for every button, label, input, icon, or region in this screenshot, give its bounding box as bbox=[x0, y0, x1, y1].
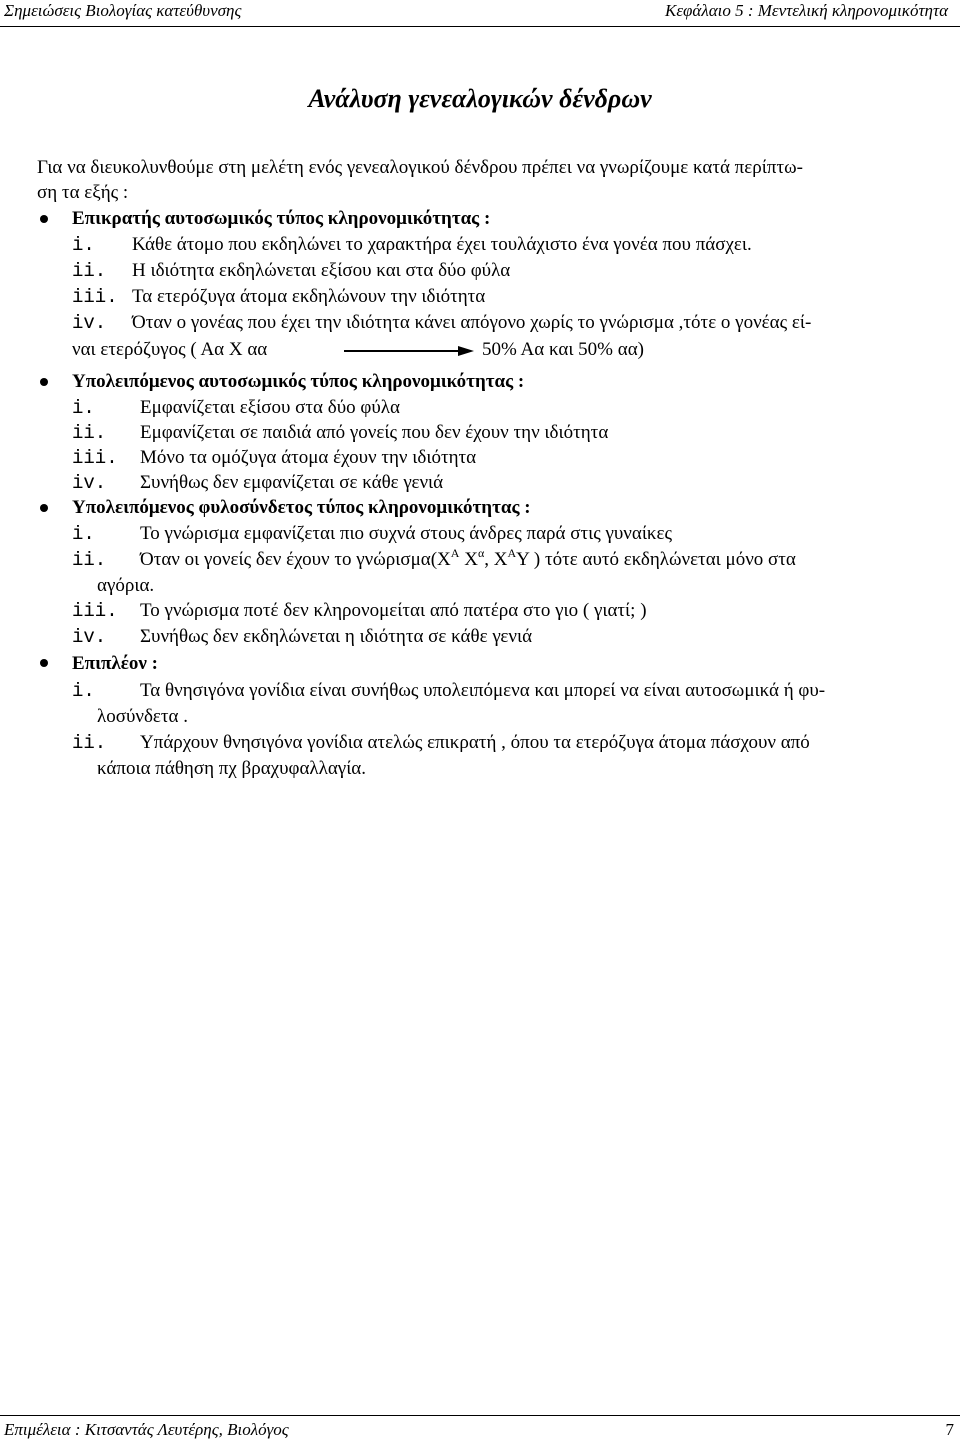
cross-result-text: 50% Αα και 50% αα) bbox=[482, 339, 644, 360]
list-item bbox=[72, 548, 796, 572]
item-continuation: κάποια πάθηση πχ βραχυφαλλαγία. bbox=[97, 758, 367, 779]
list-item bbox=[72, 471, 443, 495]
item-text-part: Χ bbox=[459, 549, 478, 570]
item-text: Συνήθως δεν εμφανίζεται σε κάθε γενιά bbox=[140, 472, 444, 493]
item-number: iii. bbox=[72, 286, 118, 308]
page-number: 7 bbox=[945, 1420, 954, 1439]
section-heading-dominant-autosomal: Επικρατής αυτοσωμικός τύπος κληρονομικότητας : bbox=[72, 208, 491, 229]
item-text: Το γνώρισμα ποτέ δεν κληρονομείται από πατέρα στο γιο ( γιατί; ) bbox=[140, 600, 647, 621]
list-item bbox=[72, 679, 825, 703]
footer-rule bbox=[0, 1415, 960, 1416]
item-number: i. bbox=[72, 397, 95, 419]
item-number: ii. bbox=[72, 422, 107, 444]
item-text: Μόνο τα ομόζυγα άτομα έχουν την ιδιότητα bbox=[140, 447, 477, 468]
footer-author: Επιμέλεια : Κιτσαντάς Λευτέρης, Βιολόγος bbox=[4, 1420, 289, 1439]
intro-line-1: Για να διευκολυνθούμε στη μελέτη ενός γενεαλογικού δένδρου πρέπει να γνωρίζουμε κατά περίπτω- bbox=[37, 157, 803, 178]
section-heading-recessive-sex-linked: Υπολειπόμενος φυλοσύνδετος τύπος κληρονομικότητας : bbox=[72, 497, 531, 518]
list-item bbox=[72, 599, 647, 623]
superscript-allele: Α bbox=[450, 546, 460, 560]
item-number: i. bbox=[72, 234, 95, 256]
bullet-icon bbox=[40, 504, 48, 512]
item-text: Κάθε άτομο που εκδηλώνει το χαρακτήρα έχει τουλάχιστο ένα γονέα που πάσχει. bbox=[132, 234, 752, 255]
item-text: Εμφανίζεται εξίσου στα δύο φύλα bbox=[140, 397, 400, 418]
list-item bbox=[72, 259, 510, 283]
item-number: i. bbox=[72, 523, 95, 545]
section-heading-recessive-autosomal: Υπολειπόμενος αυτοσωμικός τύπος κληρονομικότητας : bbox=[72, 371, 525, 392]
item-text: Όταν ο γονέας που έχει την ιδιότητα κάνει απόγονο χωρίς το γνώρισμα ,τότε ο γονέας εί- bbox=[132, 312, 812, 333]
section-heading-additionally: Επιπλέον : bbox=[72, 653, 158, 674]
item-text: Εμφανίζεται σε παιδιά από γονείς που δεν έχουν την ιδιότητα bbox=[140, 422, 609, 443]
header-left-text: Σημειώσεις Βιολογίας κατεύθυνσης bbox=[4, 1, 242, 20]
item-text: Το γνώρισμα εμφανίζεται πιο συχνά στους άνδρες παρά στις γυναίκες bbox=[140, 523, 673, 544]
item-text bbox=[140, 546, 796, 570]
list-item bbox=[72, 396, 400, 420]
item-number: iv. bbox=[72, 472, 107, 494]
header-right-text: Κεφάλαιο 5 : Μεντελική κληρονομικότητα bbox=[664, 1, 948, 20]
list-item bbox=[72, 731, 810, 755]
item-text-part: , Χ bbox=[484, 549, 508, 570]
item-text-part: Όταν οι γονείς δεν έχουν το γνώρισμα(Χ bbox=[140, 549, 451, 570]
item-text: Η ιδιότητα εκδηλώνεται εξίσου και στα δύο φύλα bbox=[132, 260, 511, 281]
item-number: ii. bbox=[72, 549, 107, 571]
item-continuation: αγόρια. bbox=[97, 575, 155, 596]
page-footer bbox=[0, 1415, 960, 1442]
page-header bbox=[0, 0, 960, 26]
header-rule bbox=[0, 26, 960, 27]
item-number: i. bbox=[72, 680, 95, 702]
list-item bbox=[72, 421, 608, 445]
superscript-allele: α bbox=[477, 546, 485, 560]
item-number: ii. bbox=[72, 732, 107, 754]
list-item bbox=[72, 285, 485, 309]
intro-line-2: ση τα εξής : bbox=[37, 182, 129, 203]
item-text: Τα ετερόζυγα άτομα εκδηλώνουν την ιδιότητα bbox=[132, 286, 486, 307]
cross-text: ναι ετερόζυγος ( Αα Χ αα bbox=[72, 339, 268, 360]
arrow-right-icon bbox=[344, 346, 474, 356]
item-text-part: Υ ) τότε αυτό εκδηλώνεται μόνο στα bbox=[516, 549, 796, 570]
list-item bbox=[72, 625, 532, 649]
bullet-icon bbox=[40, 378, 48, 386]
item-text: Υπάρχουν θνησιγόνα γονίδια ατελώς επικρατή , όπου τα ετερόζυγα άτομα πάσχουν από bbox=[140, 732, 810, 753]
list-item bbox=[72, 446, 476, 470]
list-item bbox=[72, 311, 811, 335]
item-number: iv. bbox=[72, 312, 107, 334]
item-number: iii. bbox=[72, 600, 118, 622]
item-number: iii. bbox=[72, 447, 118, 469]
list-item bbox=[72, 522, 672, 546]
superscript-allele: Α bbox=[507, 546, 517, 560]
item-number: ii. bbox=[72, 260, 107, 282]
item-number: iv. bbox=[72, 626, 107, 648]
list-item bbox=[72, 233, 752, 257]
bullet-icon bbox=[40, 659, 48, 667]
page-title: Ανάλυση γενεαλογικών δένδρων bbox=[308, 84, 652, 113]
item-text: Τα θνησιγόνα γονίδια είναι συνήθως υπολειπόμενα και μπορεί να είναι αυτοσωμικά ή φυ- bbox=[140, 680, 826, 701]
item-continuation: λοσύνδετα . bbox=[97, 706, 188, 727]
bullet-icon bbox=[40, 215, 48, 223]
item-text: Συνήθως δεν εκδηλώνεται η ιδιότητα σε κάθε γενιά bbox=[140, 626, 533, 647]
